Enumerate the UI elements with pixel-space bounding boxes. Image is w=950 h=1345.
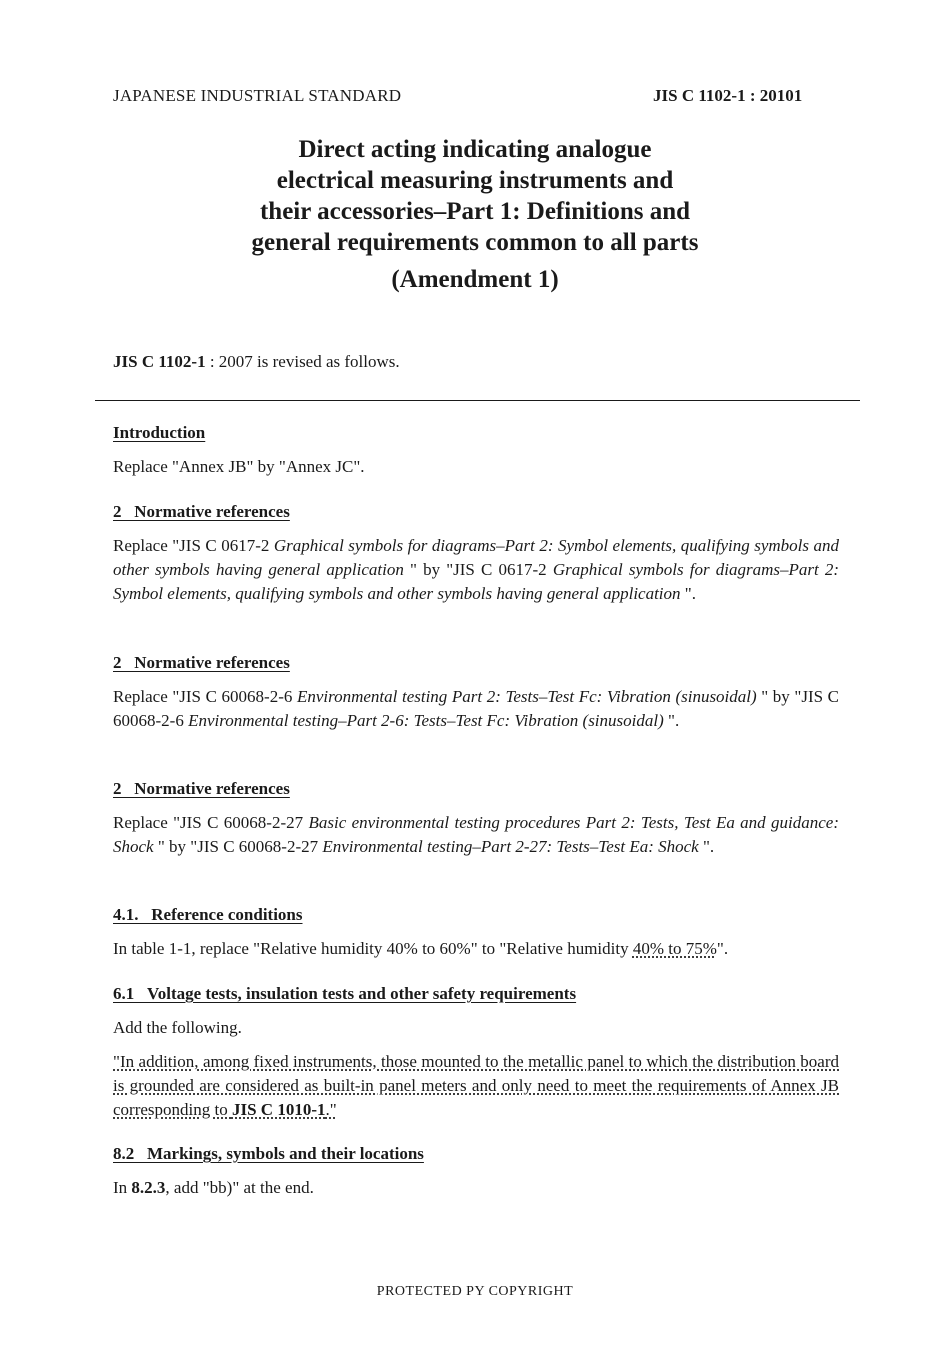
text-run: ." — [325, 1100, 337, 1119]
section-text: Replace "Annex JB" by "Annex JC". — [113, 457, 365, 476]
section-text — [113, 811, 839, 859]
section-heading: 2 Normative references — [113, 653, 290, 672]
added-text — [113, 1050, 839, 1122]
standard-type-label: JAPANESE INDUSTRIAL STANDARD — [113, 86, 402, 105]
divider — [95, 400, 860, 401]
section-normative-references-1 — [113, 500, 839, 606]
italic-title: Environmental testing–Part 2-27: Tests–Test Ea: Shock — [322, 837, 699, 856]
text-run: " by "JIS C 0617-2 — [403, 560, 553, 579]
text-run: ". — [698, 837, 715, 856]
title-line: Direct acting indicating analogue — [298, 136, 652, 163]
section-heading: 6.1 Voltage tests, insulation tests and other safety requirements — [113, 984, 577, 1003]
text-run: In — [113, 1178, 132, 1197]
amended-value: 40% to 75% — [632, 939, 717, 958]
section-voltage-tests — [113, 982, 839, 1122]
section-heading: 4.1. Reference conditions — [113, 905, 303, 924]
section-text — [113, 937, 839, 961]
text-run: " by "JIS C 60068-2-6 — [113, 687, 840, 730]
revision-statement — [113, 352, 400, 372]
text-run: Replace "JIS C 60068-2-27 — [113, 813, 309, 832]
section-introduction — [113, 421, 839, 479]
revision-text: : 2007 is revised as follows. — [205, 352, 400, 371]
section-normative-references-3 — [113, 777, 839, 859]
italic-title: Environmental testing–Part 2-6: Tests–Test Fc: Vibration (sinusoidal) — [188, 711, 664, 730]
italic-title: Basic environmental testing procedures Part 2: Tests, Test Ea and guidance: Shock — [113, 813, 839, 856]
section-heading: 2 Normative references — [113, 779, 290, 798]
text-run: ". — [716, 939, 729, 958]
italic-title: Environmental testing Part 2: Tests–Test Fc: Vibration (sinusoidal) — [296, 687, 757, 706]
referenced-standard: JIS C 1010-1 — [231, 1100, 326, 1119]
italic-title: Graphical symbols for diagrams–Part 2: Symbol elements, qualifying symbols and other symbols having general application — [113, 560, 839, 603]
title-line: electrical measuring instruments and — [276, 167, 674, 194]
section-heading: 2 Normative references — [113, 502, 290, 521]
section-text — [113, 1176, 839, 1200]
text-run: In table 1-1, replace "Relative humidity 40% to 60%" to "Relative humidity — [113, 939, 633, 958]
italic-title: Graphical symbols for diagrams–Part 2: Symbol elements, qualifying symbols and other symbols having general application — [113, 536, 839, 579]
copyright-footer: PROTECTED PY COPYRIGHT — [376, 1284, 574, 1299]
text-run: Replace "JIS C 60068-2-6 — [113, 687, 297, 706]
section-reference-conditions — [113, 903, 839, 961]
title-line: general requirements common to all parts — [251, 229, 699, 256]
text-run: "In addition, among fixed instruments, those mounted to the metallic panel to which the distribution board is grounded are considered as built-in panel meters and only need to meet the requirements of Annex JB corresponding to — [113, 1052, 839, 1119]
section-text — [113, 534, 839, 606]
standard-number-label: JIS C 1102-1 : 20101 — [653, 86, 803, 105]
text-run: ". — [663, 711, 680, 730]
add-instruction: Add the following. — [113, 1018, 242, 1037]
clause-reference: 8.2.3 — [131, 1178, 166, 1197]
revised-standard: JIS C 1102-1 — [113, 352, 206, 371]
title-line: their accessories–Part 1: Definitions and — [259, 198, 691, 225]
text-run: , add "bb)" at the end. — [165, 1178, 314, 1197]
section-heading: Introduction — [113, 423, 206, 442]
section-markings — [113, 1142, 839, 1200]
text-run: " by "JIS C 60068-2-27 — [153, 837, 323, 856]
text-run: Replace "JIS C 0617-2 — [113, 536, 274, 555]
amendment-label: (Amendment 1) — [391, 266, 559, 293]
document-title — [0, 134, 950, 258]
section-normative-references-2 — [113, 651, 839, 733]
text-run: ". — [680, 584, 696, 603]
section-heading: 8.2 Markings, symbols and their locations — [113, 1144, 424, 1163]
section-text — [113, 685, 839, 733]
